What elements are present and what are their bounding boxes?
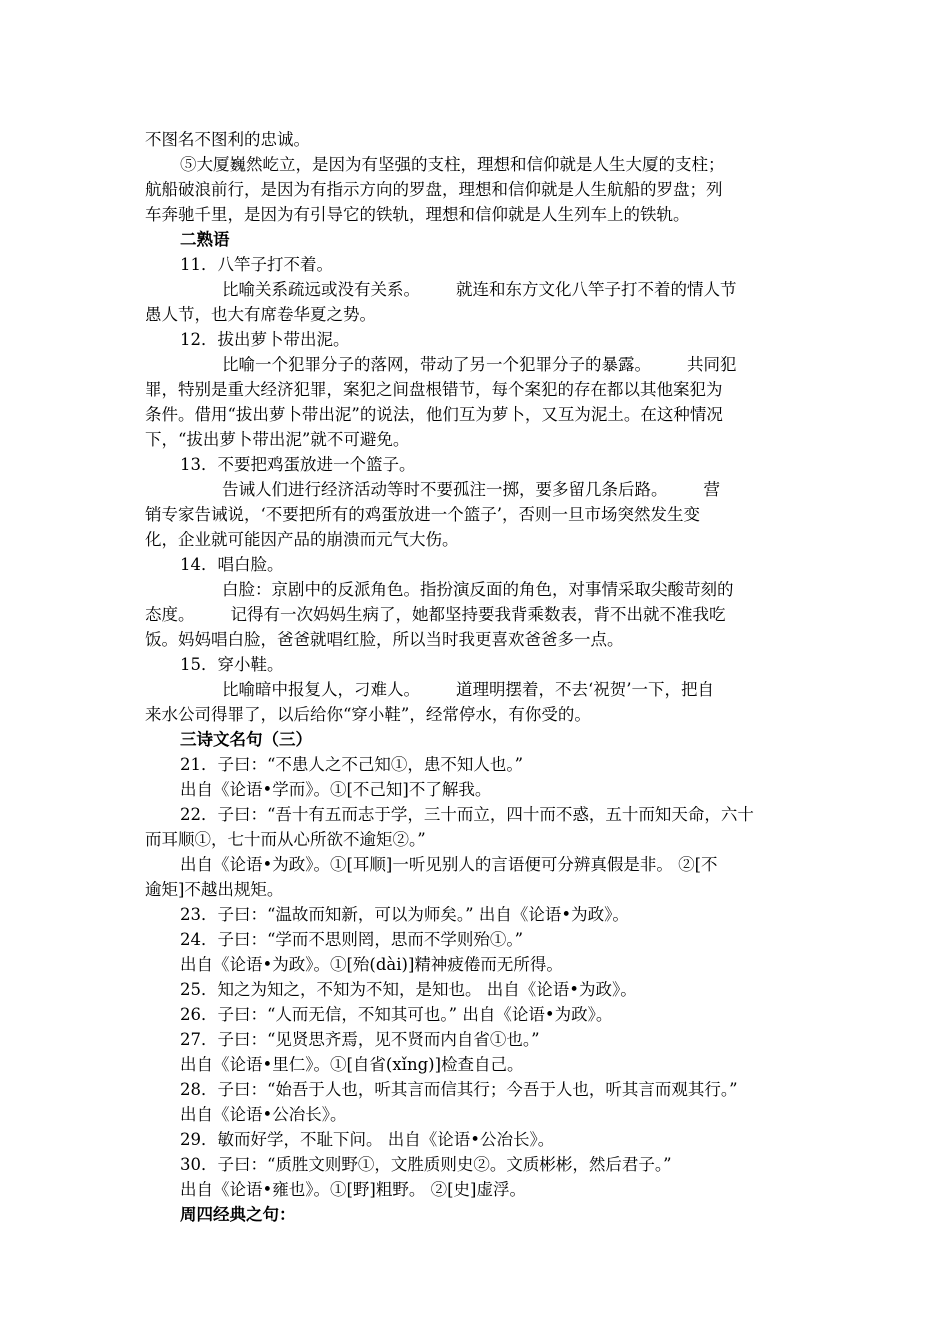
text-line: 29．敏而好学，不耻下问。 出自《论语•公冶长》。	[180, 1130, 555, 1149]
text-line: 愚人节，也大有席卷华夏之势。	[145, 305, 376, 324]
text-line: 化，企业就可能因产品的崩溃而元气大伤。	[145, 530, 459, 549]
text-line: 出自《论语•里仁》。①[自省(xǐng)]检查自己。	[180, 1055, 524, 1074]
section-heading: 周四经典之句：	[180, 1205, 296, 1224]
text-line: 车奔驰千里，是因为有引导它的铁轨，理想和信仰就是人生列车上的铁轨。	[145, 205, 690, 224]
text-line: 26．子曰：“人而无信，不知其可也。” 出自《论语•为政》。	[180, 1005, 613, 1024]
text-line: 而耳顺①，七十而从心所欲不逾矩②。”	[145, 830, 426, 849]
text-line: 白脸：京剧中的反派角色。指扮演反面的角色，对事情采取尖酸苛刻的	[222, 580, 734, 599]
section-heading: 三诗文名句（三）	[180, 730, 312, 749]
text-line: 罪，特别是重大经济犯罪，案犯之间盘根错节，每个案犯的存在都以其他案犯为	[145, 380, 723, 399]
text-line: 下，“拔出萝卜带出泥”就不可避免。	[145, 430, 410, 449]
text-line: 21．子曰：“不患人之不己知①，患不知人也。”	[180, 755, 524, 774]
text-line: 出自《论语•为政》。①[耳顺]一听见别人的言语便可分辨真假是非。 ②[不	[180, 855, 718, 874]
text-line: 28．子曰：“始吾于人也，听其言而信其行；今吾于人也，听其言而观其行。”	[180, 1080, 738, 1099]
text-line: 24．子曰：“学而不思则罔，思而不学则殆①。”	[180, 930, 524, 949]
text-line: 饭。妈妈唱白脸，爸爸就唱红脸，所以当时我更喜欢爸爸多一点。	[145, 630, 624, 649]
text-line: ⑤大厦巍然屹立，是因为有坚强的支柱，理想和信仰就是人生大厦的支柱；	[180, 155, 725, 174]
text-line: 14．唱白脸。	[180, 555, 284, 574]
text-line: 15．穿小鞋。	[180, 655, 284, 674]
text-segment: 告诫人们进行经济活动等时不要孤注一掷，要多留几条后路。	[222, 480, 668, 499]
text-line: 12．拔出萝卜带出泥。	[180, 330, 350, 349]
text-line: 出自《论语•雍也》。①[野]粗野。 ②[史]虚浮。	[180, 1180, 526, 1199]
text-line: 22．子曰：“吾十有五而志于学，三十而立，四十而不惑，五十而知天命，六十	[180, 805, 754, 824]
text-segment: 比喻暗中报复人，刁难人。	[222, 680, 420, 699]
text-segment: 记得有一次妈妈生病了，她都坚持要我背乘数表，背不出就不准我吃	[230, 605, 726, 624]
text-line: 23．子曰：“温故而知新，可以为师矣。” 出自《论语•为政》。	[180, 905, 629, 924]
text-line: 出自《论语•为政》。①[殆(dài)]精神疲倦而无所得。	[180, 955, 563, 974]
text-line: 11．八竿子打不着。	[180, 255, 333, 274]
text-line: 不图名不图利的忠诚。	[145, 130, 310, 149]
text-line	[145, 603, 726, 627]
text-line: 13．不要把鸡蛋放进一个篮子。	[180, 455, 416, 474]
text-line	[222, 678, 714, 702]
text-line: 25．知之为知之，不知为不知，是知也。 出自《论语•为政》。	[180, 980, 637, 999]
section-heading: 二熟语	[180, 230, 230, 249]
text-line: 逾矩]不越出规矩。	[145, 880, 284, 899]
text-line: 30．子曰：“质胜文则野①，文胜质则史②。文质彬彬，然后君子。”	[180, 1155, 672, 1174]
text-line: 27．子曰：“见贤思齐焉，见不贤而内自省①也。”	[180, 1030, 540, 1049]
text-line: 条件。借用“拔出萝卜带出泥”的说法，他们互为萝卜，又互为泥土。在这种情况	[145, 405, 723, 424]
text-segment: 比喻一个犯罪分子的落网，带动了另一个犯罪分子的暴露。	[222, 355, 651, 374]
text-segment: 比喻关系疏远或没有关系。	[222, 280, 420, 299]
text-line: 出自《论语•学而》。①[不己知]不了解我。	[180, 780, 492, 799]
text-segment: 就连和东方文化八竿子打不着的情人节	[456, 280, 737, 299]
text-segment: 营	[703, 480, 720, 499]
text-line: 出自《论语•公冶长》。	[180, 1105, 347, 1124]
text-line	[222, 353, 737, 377]
text-segment: 共同犯	[687, 355, 737, 374]
text-line: 航船破浪前行，是因为有指示方向的罗盘，理想和信仰就是人生航船的罗盘；列	[145, 180, 723, 199]
text-segment: 道理明摆着，不去‘祝贺’一下，把自	[456, 680, 714, 699]
text-line	[222, 278, 737, 302]
text-line: 销专家告诫说，‘不要把所有的鸡蛋放进一个篮子’，否则一旦市场突然发生变	[145, 505, 700, 524]
text-line: 来水公司得罪了，以后给你“穿小鞋”，经常停水，有你受的。	[145, 705, 591, 724]
text-line	[222, 478, 720, 502]
text-segment: 态度。	[145, 605, 195, 624]
